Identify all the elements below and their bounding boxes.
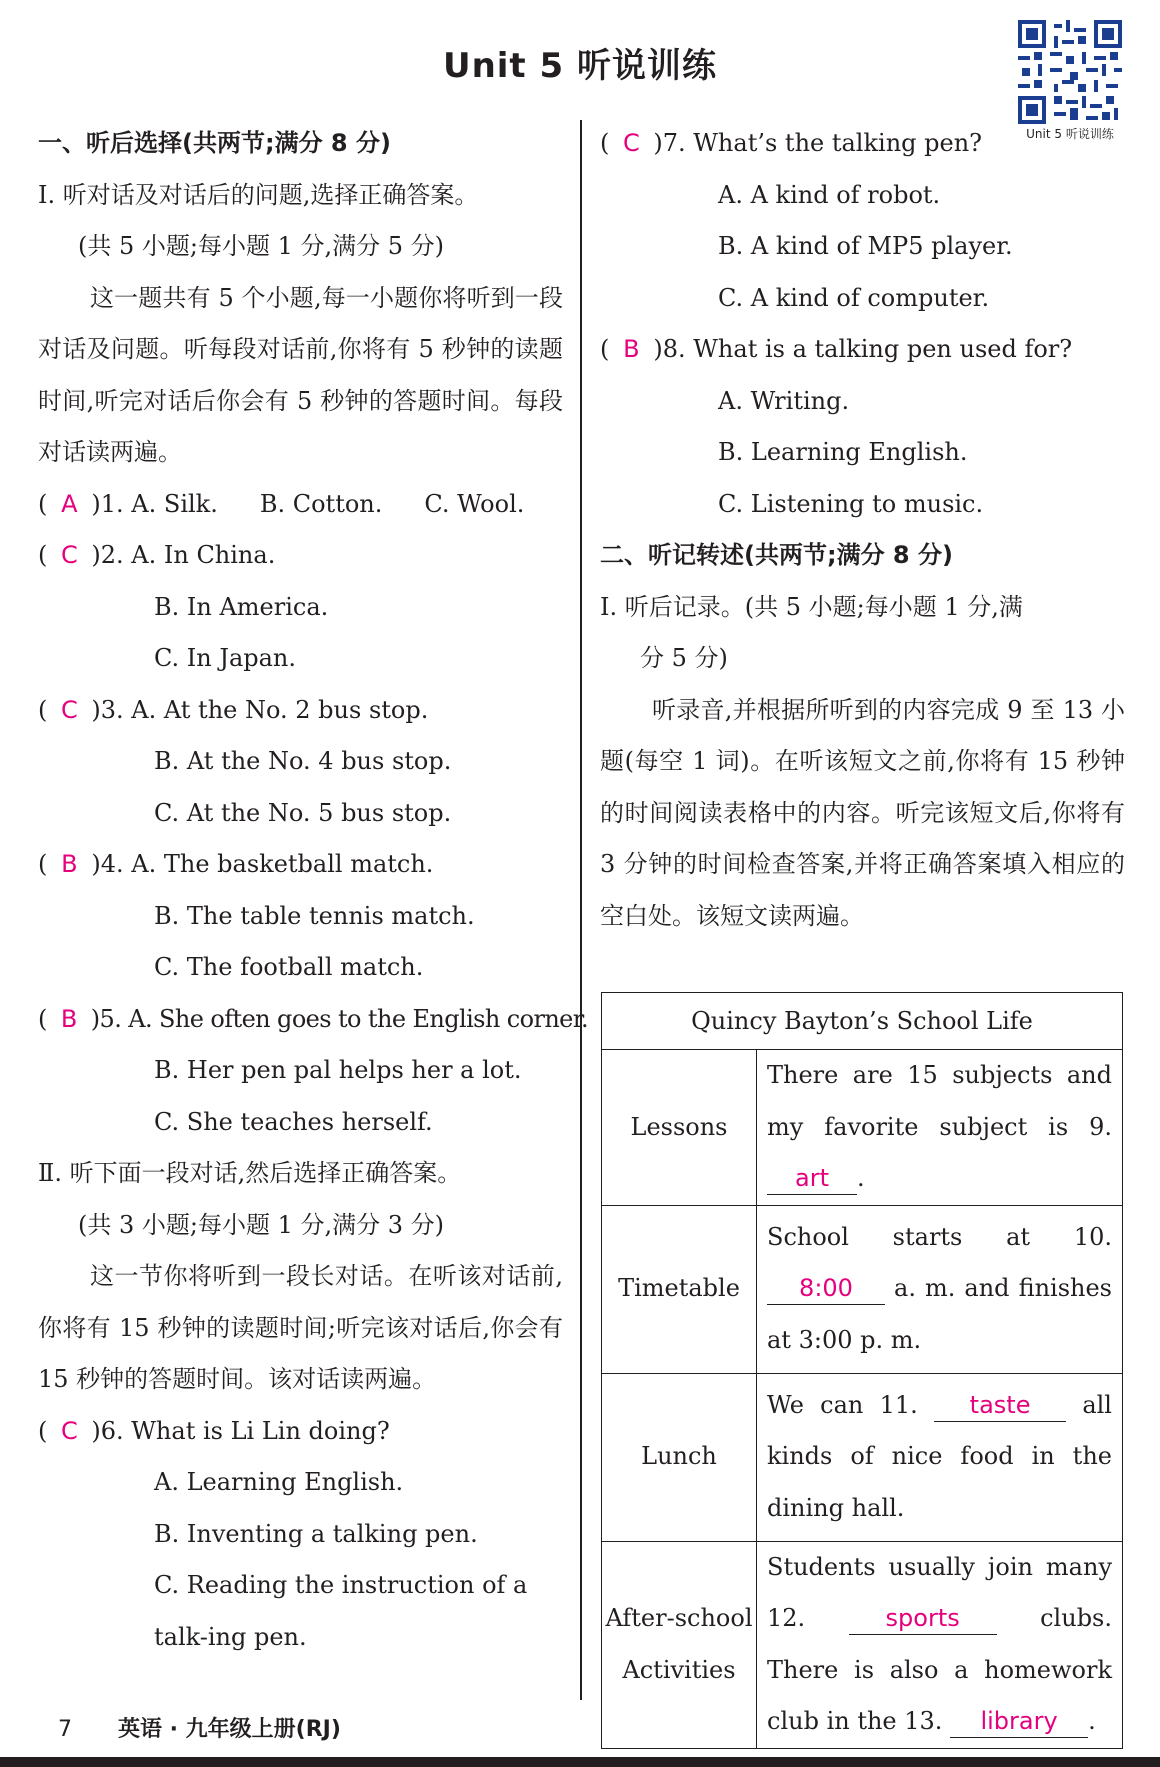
section2-heading: 二、听记转述(共两节;满分 8 分) xyxy=(600,541,953,569)
answer-12: sports xyxy=(849,1602,997,1635)
q3-option-b: B. At the No. 4 bus stop. xyxy=(154,747,452,775)
bottom-bar xyxy=(0,1757,1160,1767)
column-divider xyxy=(580,120,582,1700)
answer-5: B xyxy=(60,1004,77,1033)
question-1: ( A )1. A. Silk. B. Cotton. C. Wool. xyxy=(38,479,563,531)
q4-option-c: C. The football match. xyxy=(154,953,424,981)
question-7: ( C )7. What’s the talking pen? xyxy=(600,118,1125,170)
answer-11: taste xyxy=(934,1389,1066,1422)
table-title: Quincy Bayton’s School Life xyxy=(602,993,1123,1050)
school-life-table xyxy=(601,992,1123,1749)
answer-7: C xyxy=(622,129,640,157)
answer-3: C xyxy=(60,695,78,724)
question-8: ( B )8. What is a talking pen used for? xyxy=(600,324,1125,376)
answer-10: 8:00 xyxy=(767,1272,885,1305)
q8-option-c: C. Listening to music. xyxy=(718,489,984,518)
question-4: ( B )4. A. The basketball match. xyxy=(38,839,563,891)
qr-caption: Unit 5 听说训练 xyxy=(1026,127,1114,141)
q2-option-b: B. In America. xyxy=(154,592,329,621)
table-row xyxy=(602,1373,1123,1541)
question-6: ( C )6. What is Li Lin doing? xyxy=(38,1406,563,1458)
answer-8: B xyxy=(623,335,640,363)
left-column xyxy=(38,118,589,1663)
part1-heading: Ⅰ. 听对话及对话后的问题,选择正确答案。 xyxy=(38,180,479,209)
part2-heading: Ⅱ. 听下面一段对话,然后选择正确答案。 xyxy=(38,1159,462,1187)
row-body-lessons: There are 15 subjects and my favorite subject is 9. art . xyxy=(757,1050,1123,1206)
page-title: Unit 5 听说训练 xyxy=(442,46,718,86)
q7-option-b: B. A kind of MP5 player. xyxy=(718,232,1013,260)
question-5: ( B )5. A. She often goes to the English corner. xyxy=(38,994,563,1046)
row-label-lessons: Lessons xyxy=(602,1050,757,1206)
row-body-timetable: School starts at 10. 8:00 a. m. and finishes at 3:00 p. m. xyxy=(757,1205,1123,1373)
q5-option-c: C. She teaches herself. xyxy=(154,1107,433,1136)
q6-option-b: B. Inventing a talking pen. xyxy=(154,1519,478,1548)
part1-score: (共 5 小题;每小题 1 分,满分 5 分) xyxy=(78,232,445,260)
q6-option-a: A. Learning English. xyxy=(154,1468,404,1496)
right-part1-heading: Ⅰ. 听后记录。(共 5 小题;每小题 1 分,满 xyxy=(600,592,1023,621)
q8-option-a: A. Writing. xyxy=(718,386,850,415)
page-number: 7 xyxy=(58,1717,72,1742)
question-2: ( C )2. A. In China. xyxy=(38,530,563,582)
q6-option-c: C. Reading the instruction of a talk-ing pen. xyxy=(154,1571,528,1651)
q5-option-b: B. Her pen pal helps her a lot. xyxy=(154,1056,522,1084)
right-part1-heading-cont: 分 5 分) xyxy=(640,644,728,672)
q2-option-c: C. In Japan. xyxy=(154,644,297,672)
answer-1: A xyxy=(61,489,78,518)
q7-option-c: C. A kind of computer. xyxy=(718,283,990,312)
section1-heading: 一、听后选择(共两节;满分 8 分) xyxy=(38,129,391,157)
part2-score: (共 3 小题;每小题 1 分,满分 3 分) xyxy=(78,1210,445,1239)
row-body-after-school: Students usually join many 12. sports clubs. There is also a homework club in the 13. library . xyxy=(757,1541,1123,1748)
page-footer xyxy=(58,1712,341,1743)
table-row xyxy=(602,1205,1123,1373)
q7-option-a: A. A kind of robot. xyxy=(718,180,941,209)
right-part1-instructions: 听录音,并根据所听到的内容完成 9 至 13 小题(每空 1 词)。在听该短文之前,你将有 15 秒钟的时间阅读表格中的内容。听完该短文后,你将有 3 分钟的时间检查答案,并将正确答案填入相应的空白处。该短文读两遍。 xyxy=(600,695,1125,930)
right-column xyxy=(600,118,1125,942)
row-body-lunch: We can 11. taste all kinds of nice food in the dining hall. xyxy=(757,1373,1123,1541)
question-3: ( C )3. A. At the No. 2 bus stop. xyxy=(38,685,563,737)
row-label-after-school: After-school Activities xyxy=(602,1541,757,1748)
q8-option-b: B. Learning English. xyxy=(718,438,968,466)
q4-option-b: B. The table tennis match. xyxy=(154,901,475,930)
part1-instructions: 这一题共有 5 个小题,每一小题你将听到一段对话及问题。听每段对话前,你将有 5 秒钟的读题时间,听完对话后你会有 5 秒钟的答题时间。每段对话读两遍。 xyxy=(38,283,563,466)
footer-text: 英语 · 九年级上册(RJ) xyxy=(118,1717,341,1742)
row-label-timetable: Timetable xyxy=(602,1205,757,1373)
table-row xyxy=(602,1541,1123,1748)
q3-option-c: C. At the No. 5 bus stop. xyxy=(154,798,452,827)
answer-4: B xyxy=(61,850,78,878)
answer-9: art xyxy=(767,1162,857,1195)
qr-code-icon xyxy=(1018,20,1122,124)
part2-instructions: 这一节你将听到一段长对话。在听该对话前,你将有 15 秒钟的读题时间;听完该对话后,你会有 15 秒钟的答题时间。该对话读两遍。 xyxy=(38,1262,563,1393)
answer-6: C xyxy=(60,1416,78,1445)
table-row xyxy=(602,1050,1123,1206)
answer-2: C xyxy=(60,541,78,569)
answer-13: library xyxy=(950,1705,1088,1738)
row-label-lunch: Lunch xyxy=(602,1373,757,1541)
